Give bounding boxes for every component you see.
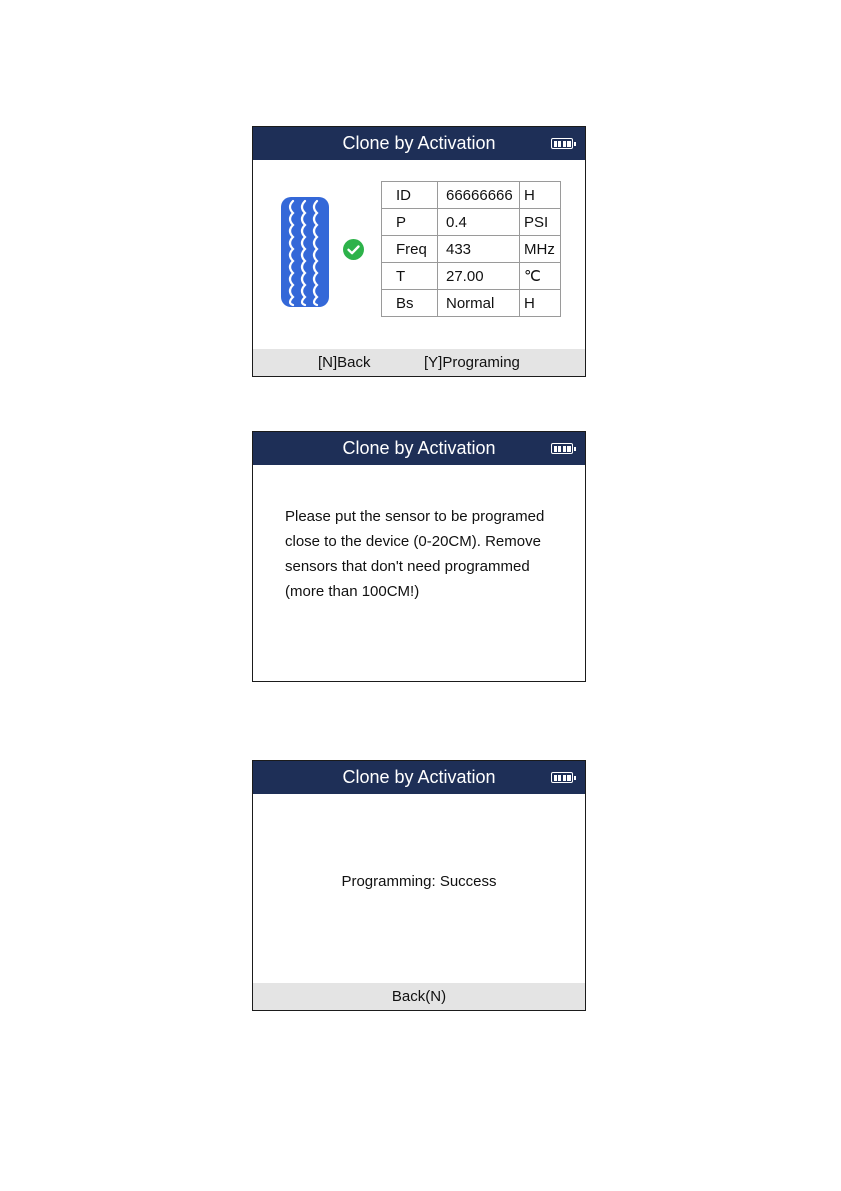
table-row: [382, 236, 561, 263]
footer-bar: [253, 349, 585, 376]
battery-full-icon: [551, 443, 573, 454]
row-label: P: [382, 209, 438, 236]
screen-title: Clone by Activation: [342, 133, 496, 153]
row-value: 66666666: [438, 182, 520, 209]
battery-full-icon: [551, 772, 573, 783]
row-value: 433: [438, 236, 520, 263]
row-value: 27.00: [438, 263, 520, 290]
screen-title: Clone by Activation: [342, 438, 496, 458]
row-label: Freq: [382, 236, 438, 263]
message-line: close to the device (0-20CM). Remove: [285, 533, 541, 550]
title-bar: [253, 127, 585, 160]
row-label: T: [382, 263, 438, 290]
row-unit: H: [520, 290, 561, 317]
result-screen: [252, 760, 586, 1011]
table-row: [382, 263, 561, 290]
battery-full-icon: [551, 138, 573, 149]
table-row: [382, 182, 561, 209]
instruction-message: [285, 504, 575, 604]
table-row: [382, 209, 561, 236]
programing-button[interactable]: [Y]Programing: [424, 354, 520, 371]
row-unit: H: [520, 182, 561, 209]
row-unit: PSI: [520, 209, 561, 236]
row-unit: ℃: [520, 263, 561, 290]
result-value: Success: [439, 873, 497, 890]
table-row: [382, 290, 561, 317]
message-line: Please put the sensor to be programed: [285, 508, 545, 525]
message-line: sensors that don't need programmed: [285, 558, 530, 575]
result-label: Programming:: [341, 873, 436, 890]
row-label: ID: [382, 182, 438, 209]
title-bar: [253, 761, 585, 794]
row-unit: MHz: [520, 236, 561, 263]
back-button[interactable]: Back(N): [391, 988, 447, 1005]
title-bar: [253, 432, 585, 465]
row-label: Bs: [382, 290, 438, 317]
message-line: (more than 100CM!): [285, 583, 420, 600]
back-button[interactable]: [N]Back: [318, 354, 371, 371]
row-value: Normal: [438, 290, 520, 317]
tire-icon: [281, 197, 329, 307]
programming-result: [253, 873, 585, 890]
row-value: 0.4: [438, 209, 520, 236]
sensor-data-table: [381, 181, 561, 317]
check-icon: [343, 239, 364, 260]
footer-bar: [253, 983, 585, 1010]
screen-title: Clone by Activation: [342, 767, 496, 787]
instruction-screen: [252, 431, 586, 682]
sensor-info-screen: [252, 126, 586, 377]
